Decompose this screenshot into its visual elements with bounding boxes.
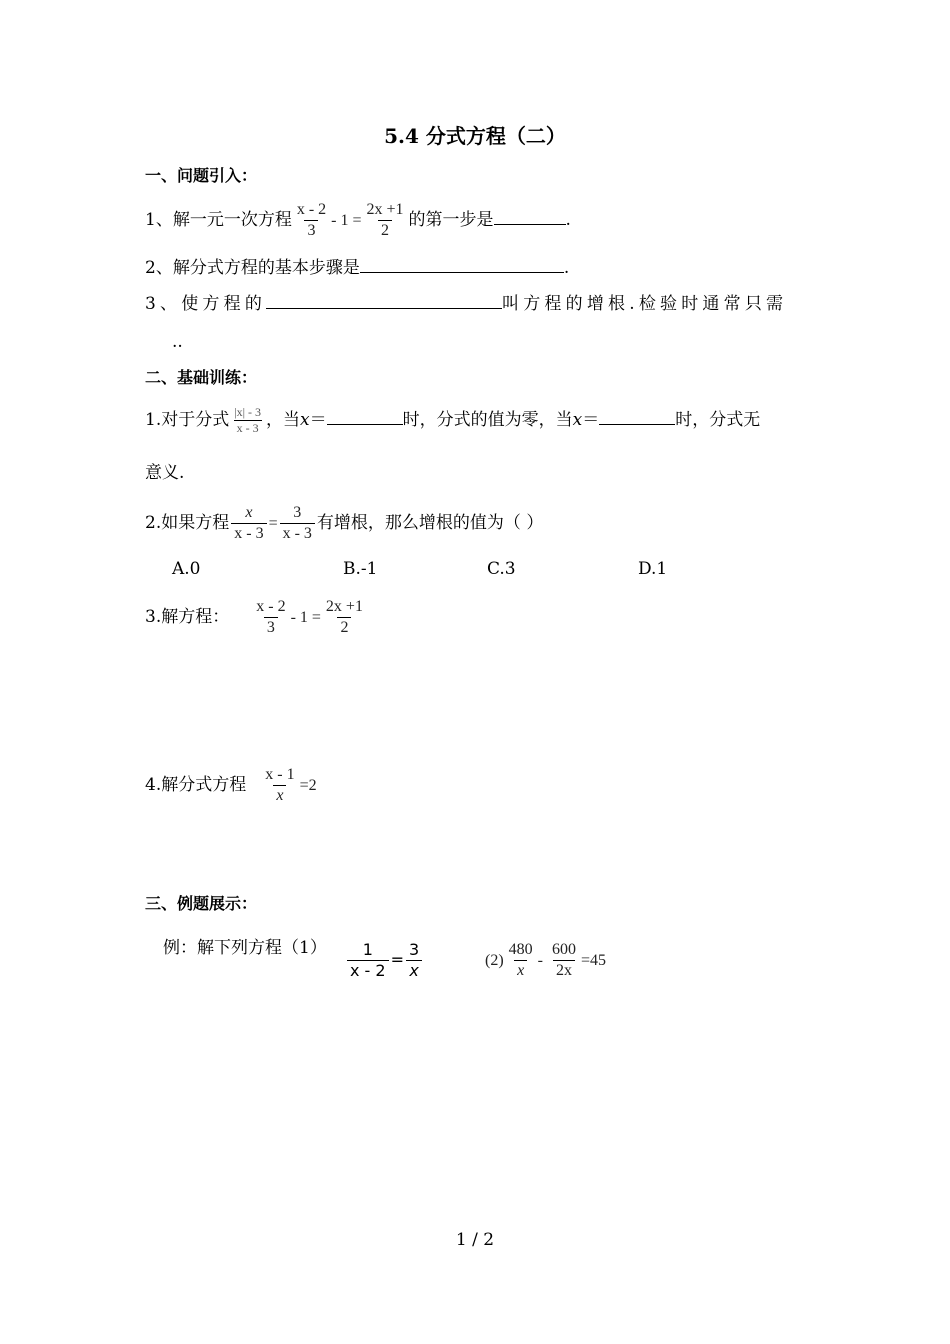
denominator: 2: [378, 220, 392, 241]
denominator: x - 3: [231, 523, 266, 544]
question-text: 有增根，那么增根的值为（ ）: [316, 513, 544, 533]
denominator: 2x: [553, 960, 575, 981]
fraction: [347, 940, 389, 981]
question-text: 1、解一元一次方程: [145, 210, 292, 230]
math-text: =2: [299, 777, 317, 794]
question-2-3: [145, 597, 368, 638]
numerator: 2x +1: [366, 201, 404, 218]
answer-blank[interactable]: [266, 308, 502, 309]
numerator: 600: [551, 941, 576, 958]
question-text: 1.对于分式: [145, 410, 230, 430]
variable: x: [300, 410, 310, 430]
question-text: ，当: [266, 410, 301, 430]
example-equation-2: [485, 940, 606, 981]
numerator: x - 2: [256, 598, 286, 615]
option-b[interactable]: B.-1: [343, 559, 378, 579]
question-1-1: [145, 200, 571, 241]
example-label: 例：解下列方程（1）: [163, 938, 327, 958]
page-title: 5.4 分式方程（二）: [384, 124, 566, 148]
equals-sign: =: [268, 515, 278, 532]
denominator: x - 2: [347, 960, 389, 981]
answer-blank[interactable]: [494, 224, 566, 225]
fraction: [549, 940, 579, 981]
math-text: - 1 =: [331, 212, 362, 229]
numerator: 2x +1: [325, 598, 363, 615]
fraction: [231, 405, 264, 436]
numerator: |x| - 3: [234, 405, 262, 419]
numerator: 3: [409, 940, 420, 959]
example-line: [163, 940, 327, 957]
answer-blank[interactable]: [599, 424, 675, 425]
fraction: [280, 503, 315, 544]
question-text: 3、使方程的: [145, 294, 267, 314]
numerator: x - 1: [265, 766, 295, 783]
question-text: ＝: [582, 410, 600, 430]
numerator: x: [245, 504, 253, 521]
question-text: 3.解方程：: [145, 607, 230, 627]
equals-sign: =: [390, 950, 404, 969]
answer-blank[interactable]: [327, 424, 403, 425]
question-text: 时，分式的值为零，当: [402, 410, 573, 430]
fraction: [294, 200, 329, 241]
minus-sign: -: [537, 952, 543, 969]
denominator: x: [406, 960, 421, 981]
fraction: [364, 200, 407, 241]
page-number: 1 / 2: [455, 1230, 495, 1250]
denominator: x: [273, 785, 286, 806]
fraction: [262, 765, 297, 806]
question-continuation: ..: [172, 332, 183, 352]
denominator: 2: [337, 617, 351, 638]
question-2-4: [145, 765, 317, 806]
period: .: [563, 258, 570, 278]
question-1-3: [145, 296, 787, 313]
question-text: 的第一步是: [408, 210, 494, 230]
question-text: 2、解分式方程的基本步骤是: [145, 258, 360, 278]
numerator: 480: [508, 941, 533, 958]
question-2-1: [145, 405, 760, 436]
answer-blank[interactable]: [360, 272, 564, 273]
variable: x: [572, 410, 583, 430]
option-c[interactable]: C.3: [487, 559, 516, 579]
part-label: (2): [485, 952, 504, 969]
question-1-2: [145, 260, 569, 277]
section-heading-examples: 三、例题展示：: [145, 894, 258, 913]
question-text: 叫方程的增根.检验时通常只需: [502, 294, 788, 314]
denominator: 3: [264, 617, 278, 638]
denominator: x: [514, 960, 527, 981]
denominator: x - 3: [280, 523, 315, 544]
fraction: [506, 940, 536, 981]
question-continuation: 意义.: [145, 463, 185, 483]
math-text: - 1 =: [290, 609, 321, 626]
numerator: x - 2: [296, 201, 327, 218]
question-2-2: [145, 503, 543, 544]
question-text: 4.解分式方程: [145, 775, 247, 795]
numerator: 3: [293, 504, 302, 521]
example-equation-1: [345, 940, 424, 981]
fraction: [323, 597, 366, 638]
question-text: ＝: [309, 410, 327, 430]
period: .: [565, 210, 571, 230]
denominator: 3: [304, 220, 318, 241]
numerator: 1: [362, 940, 373, 959]
question-text: 时，分式无: [675, 410, 761, 430]
denominator: x - 3: [234, 420, 262, 436]
fraction: [406, 940, 422, 981]
question-text: 2.如果方程: [145, 513, 230, 533]
math-text: =45: [580, 952, 607, 969]
option-d[interactable]: D.1: [638, 559, 668, 579]
fraction: [231, 503, 266, 544]
section-heading-basic: 二、基础训练：: [145, 368, 258, 387]
option-a[interactable]: A.0: [172, 559, 201, 579]
fraction: [253, 597, 288, 638]
section-heading-intro: 一、问题引入：: [145, 166, 258, 185]
